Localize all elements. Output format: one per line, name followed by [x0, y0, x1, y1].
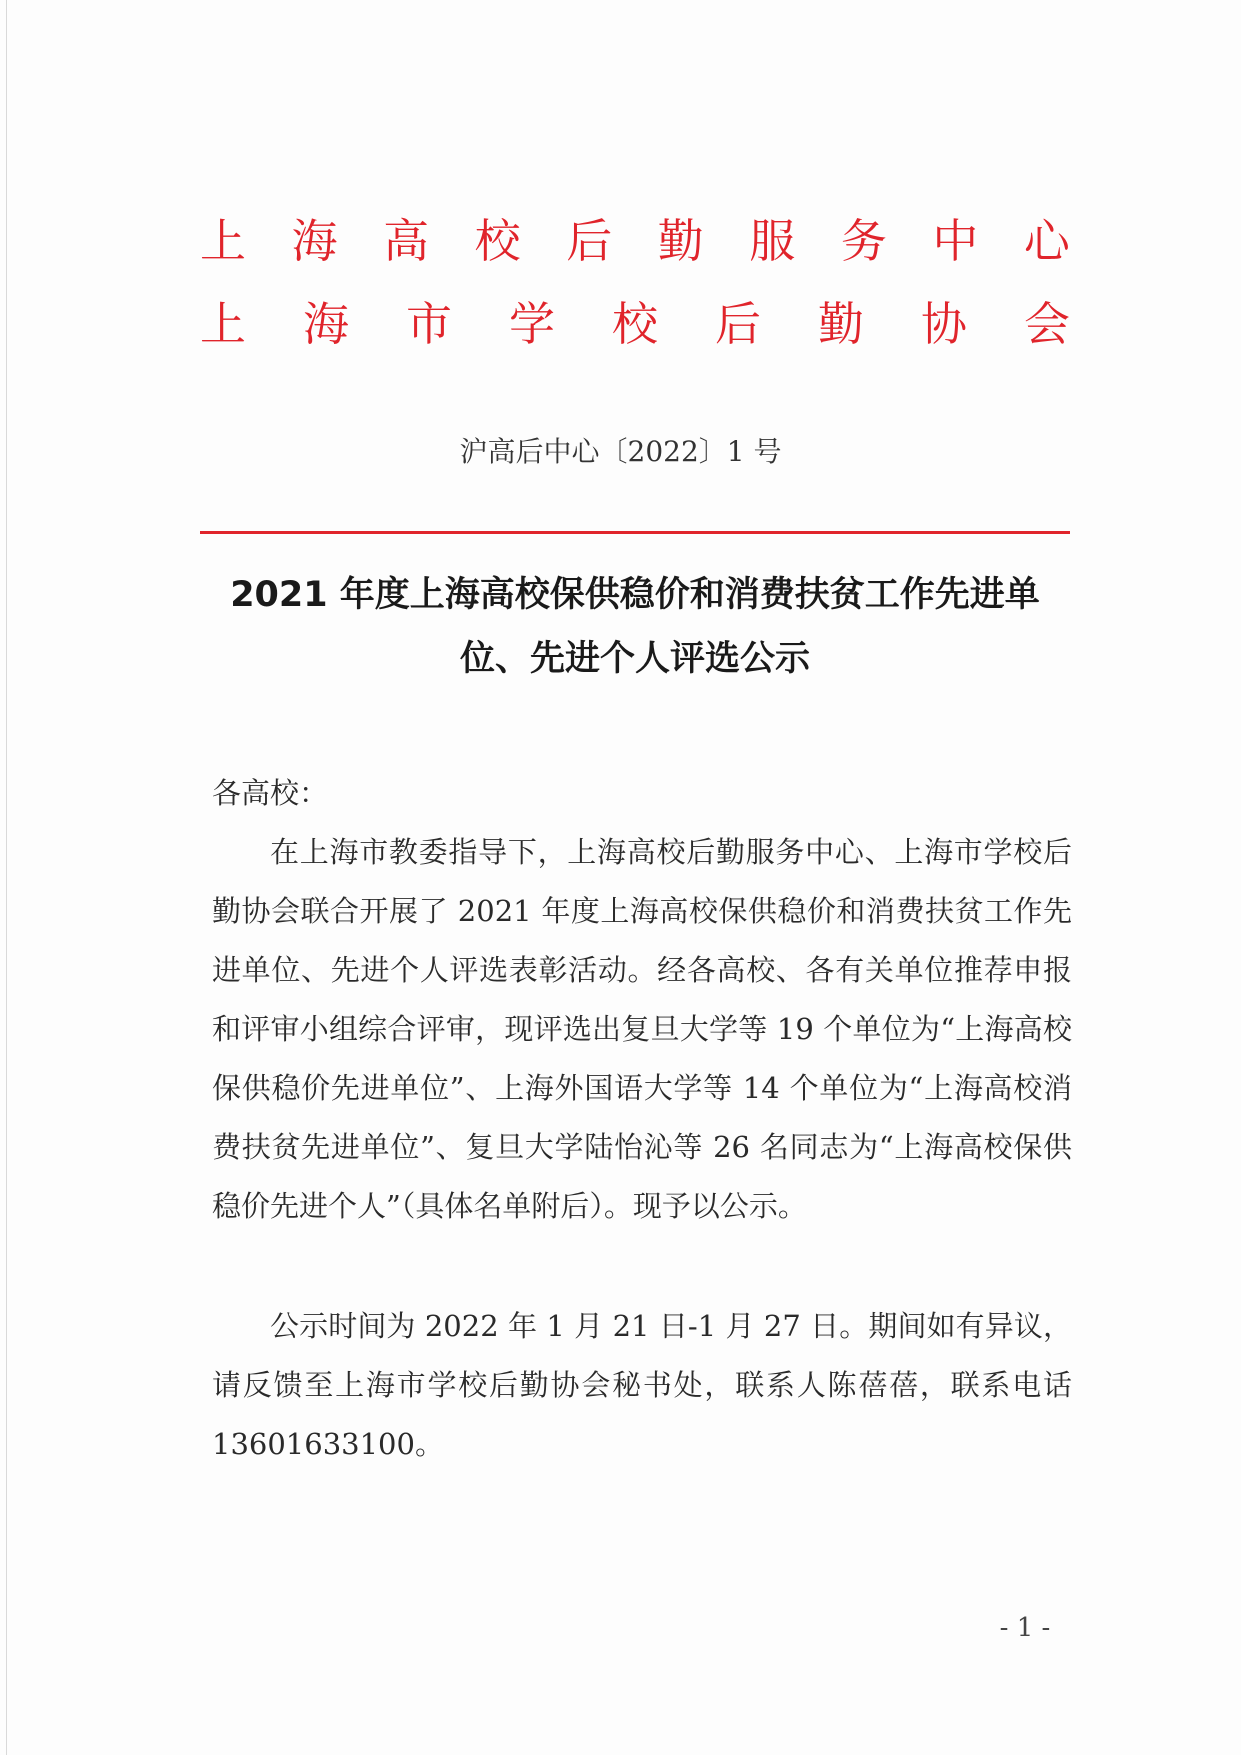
header-char: 务	[840, 214, 887, 268]
header-char: 后	[715, 297, 761, 351]
header-char: 海	[303, 297, 349, 351]
header-char: 高	[383, 214, 430, 268]
scan-edge-line	[6, 0, 7, 1755]
header-char: 勤	[818, 297, 864, 351]
body-paragraph-2: 公示时间为 2022 年 1 月 21 日-1 月 27 日。期间如有异议，请反馈至上海市学校后勤协会秘书处，联系人陈蓓蓓，联系电话 13601633100。	[212, 1309, 1072, 1461]
salutation: 各高校：	[212, 776, 329, 810]
header-char: 协	[921, 297, 967, 351]
header-char: 后	[566, 214, 613, 268]
document-title: 2021 年度上海高校保供稳价和消费扶贫工作先进单位、先进个人评选公示	[230, 575, 1040, 679]
header-char: 海	[291, 214, 338, 268]
header-char: 校	[612, 297, 658, 351]
header-organization-2	[200, 295, 1070, 353]
header-char: 校	[474, 214, 521, 268]
red-divider-line	[200, 531, 1070, 534]
header-char: 上	[200, 297, 246, 351]
header-char: 上	[200, 214, 246, 268]
header-char: 会	[1024, 297, 1070, 351]
header-organization-1	[200, 212, 1070, 270]
body-paragraph-1: 在上海市教委指导下，上海高校后勤服务中心、上海市学校后勤协会联合开展了 2021 年度上海高校保供稳价和消费扶贫工作先进单位、先进个人评选表彰活动。经各高校、各有关单位推荐申报和评审小组综合评审，现评选出复旦大学等 19 个单位为“上海高校保供稳价先进单位”、上海外国语大学等 14 个单位为“上海高校消费扶贫先进单位”、复旦大学陆怡沁等 26 名同志为“上海高校保供稳价先进个人”（具体名单附后）。现予以公示。	[212, 835, 1072, 1223]
header-char: 市	[406, 297, 452, 351]
header-char: 中	[932, 214, 979, 268]
page-number: - 1 -	[999, 1613, 1051, 1643]
header-char: 心	[1023, 214, 1070, 268]
header-char: 学	[509, 297, 555, 351]
header-char: 勤	[657, 214, 704, 268]
document-number: 沪高后中心〔2022〕1 号	[459, 435, 782, 468]
header-char: 服	[749, 214, 796, 268]
